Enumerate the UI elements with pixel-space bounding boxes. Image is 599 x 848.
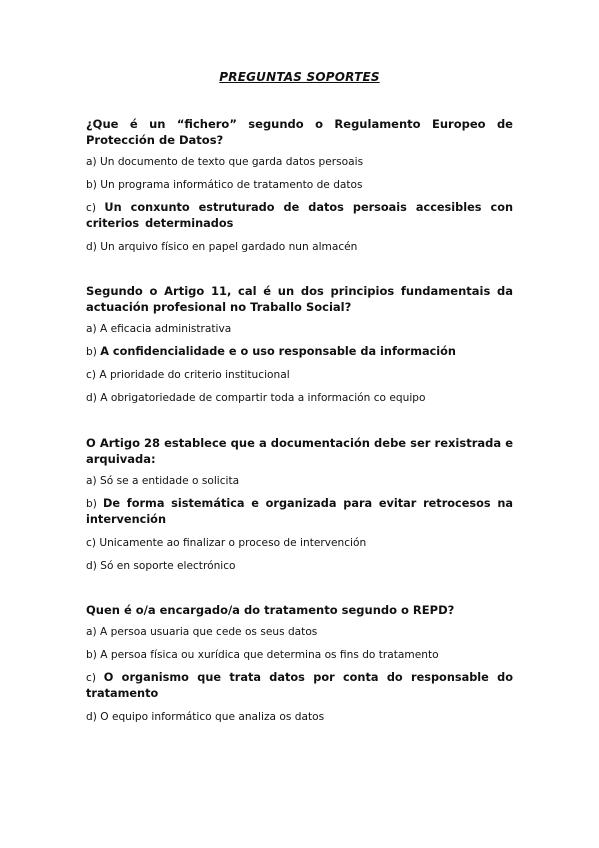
option-letter: a) [86,156,97,168]
option-text: A prioridade do criterio institucional [99,369,290,381]
option-item [86,558,513,574]
option-letter: b) [86,346,97,358]
option-text: Só se a entidade o solicita [100,475,240,487]
option-item [86,624,513,640]
document-title: PREGUNTAS SOPORTES [219,70,380,84]
question-text: O Artigo 28 establece que a documentación debe ser rexistrada e arquivada: [86,436,513,466]
option-item [86,709,513,725]
option-item [86,177,513,193]
option-item [86,647,513,663]
option-item [86,473,513,489]
option-item [86,535,513,551]
option-letter: b) [86,179,97,191]
option-list [86,154,513,255]
option-item-correct [86,344,513,360]
option-item-correct [86,496,513,528]
option-letter: d) [86,711,97,723]
option-letter: c) [86,672,96,684]
option-text: O equipo informático que analiza os datos [100,711,325,723]
question-block-2 [86,283,513,413]
option-letter: d) [86,241,97,253]
option-text: A obrigatoriedade de compartir toda a información co equipo [100,392,426,404]
option-text: Un programa informático de tratamento de datos [100,179,363,191]
option-letter: c) [86,537,96,549]
option-text: Unicamente ao finalizar o proceso de intervención [99,537,367,549]
option-item [86,239,513,255]
option-list [86,473,513,574]
question-text: Segundo o Artigo 11, cal é un dos principios fundamentais da actuación profesional no Traballo Social? [86,284,513,314]
option-letter: d) [86,392,97,404]
question-block-1 [86,116,513,262]
option-letter: b) [86,498,97,510]
question-block-3 [86,435,513,581]
option-letter: c) [86,369,96,381]
option-text: Un documento de texto que garda datos persoais [100,156,364,168]
option-text: A eficacia administrativa [100,323,232,335]
option-list [86,321,513,406]
option-letter: c) [86,202,96,214]
option-item [86,321,513,337]
option-text: A confidencialidade e o uso responsable da información [100,345,456,358]
option-letter: a) [86,475,97,487]
option-text: Un arquivo físico en papel gardado nun almacén [100,241,358,253]
question-text: Quen é o/a encargado/a do tratamento segundo o REPD? [86,603,455,617]
option-text: De forma sistemática e organizada para evitar retrocesos na intervención [86,497,513,526]
option-item-correct [86,670,513,702]
option-letter: a) [86,323,97,335]
option-text: Só en soporte electrónico [100,560,236,572]
option-text: A persoa usuaria que cede os seus datos [100,626,318,638]
option-item [86,367,513,383]
option-list [86,624,513,725]
option-letter: d) [86,560,97,572]
option-letter: b) [86,649,97,661]
option-item [86,390,513,406]
option-item-correct [86,200,513,232]
option-text: A persoa física ou xurídica que determina os fins do tratamento [100,649,439,661]
question-block-4 [86,602,513,732]
question-text: ¿Que é un “fichero” segundo o Regulamento Europeo de Protección de Datos? [86,117,513,147]
option-item [86,154,513,170]
option-letter: a) [86,626,97,638]
option-text: O organismo que trata datos por conta do responsable do tratamento [86,671,514,700]
option-text: Un conxunto estruturado de datos persoais accesibles con criterios determinados [86,201,513,230]
